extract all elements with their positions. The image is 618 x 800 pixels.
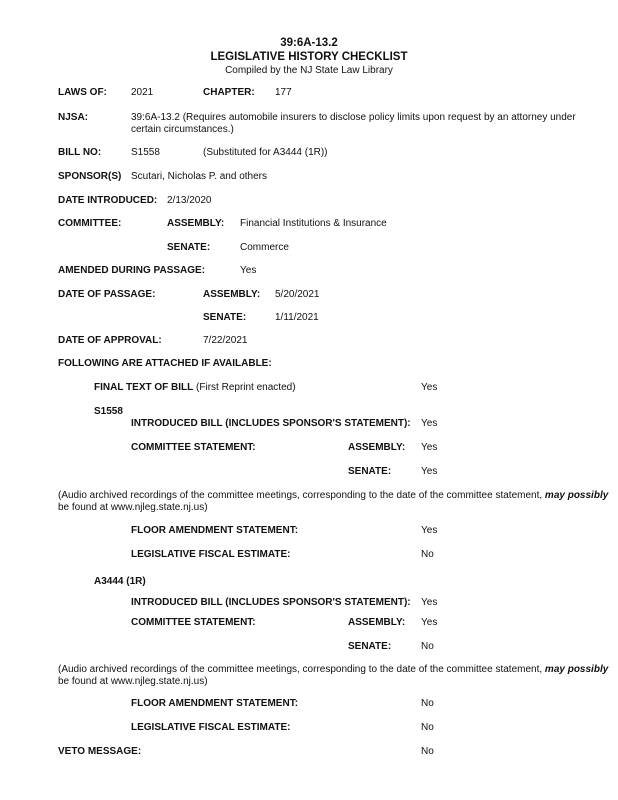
bill-no-value: S1558 [131, 147, 160, 158]
date-introduced-value: 2/13/2020 [167, 195, 212, 206]
attached-heading: FOLLOWING ARE ATTACHED IF AVAILABLE: [58, 358, 272, 369]
passage-assembly-label: ASSEMBLY: [203, 289, 261, 300]
a3444-audio-pre: (Audio archived recordings of the committee meetings, corresponding to the date of the committee statement, [58, 664, 543, 675]
final-text-value: Yes [421, 382, 438, 393]
chapter-label: CHAPTER: [203, 87, 255, 98]
s1558-floor-value: Yes [421, 525, 438, 536]
s1558-committee-label: COMMITTEE STATEMENT: [131, 442, 256, 453]
bill-no-label: BILL NO: [58, 147, 102, 158]
a3444-senate-label: SENATE: [348, 641, 392, 652]
s1558-senate-value: Yes [421, 466, 438, 477]
a3444-fiscal-value: No [421, 722, 434, 733]
a3444-senate-value: No [421, 641, 434, 652]
a3444-committee-label: COMMITTEE STATEMENT: [131, 617, 256, 628]
s1558-fiscal-value: No [421, 549, 434, 560]
a3444-introduced-label: INTRODUCED BILL (INCLUDES SPONSOR'S STATEMENT): [131, 597, 411, 608]
committee-senate-value: Commerce [240, 242, 289, 253]
committee-label: COMMITTEE: [58, 218, 122, 229]
amended-label: AMENDED DURING PASSAGE: [58, 265, 206, 276]
a3444-introduced-value: Yes [421, 597, 438, 608]
date-introduced-label: DATE INTRODUCED: [58, 195, 158, 206]
sponsors-label: SPONSOR(S) [58, 171, 122, 182]
s1558-heading: S1558 [94, 406, 123, 417]
date-of-passage-label: DATE OF PASSAGE: [58, 289, 156, 300]
chapter-value: 177 [275, 87, 292, 98]
a3444-assembly-value: Yes [421, 617, 438, 628]
s1558-floor-label: FLOOR AMENDMENT STATEMENT: [131, 525, 299, 536]
laws-of-label: LAWS OF: [58, 87, 107, 98]
a3444-audio-line2: be found at www.njleg.state.nj.us) [58, 676, 208, 687]
date-of-approval-value: 7/22/2021 [203, 335, 248, 346]
passage-senate-value: 1/11/2021 [275, 312, 319, 323]
committee-senate-label: SENATE: [167, 242, 211, 253]
final-text-label: FINAL TEXT OF BILL [94, 382, 194, 393]
laws-of-value: 2021 [131, 87, 154, 98]
final-text-note: (First Reprint enacted) [196, 382, 296, 393]
a3444-fiscal-label: LEGISLATIVE FISCAL ESTIMATE: [131, 722, 291, 733]
s1558-assembly-label: ASSEMBLY: [348, 442, 406, 453]
section-number: 39:6A-13.2 [280, 37, 338, 49]
sponsors-value: Scutari, Nicholas P. and others [131, 171, 268, 182]
document-subtitle: Compiled by the NJ State Law Library [225, 65, 393, 76]
a3444-heading: A3444 (1R) [94, 576, 146, 587]
s1558-fiscal-label: LEGISLATIVE FISCAL ESTIMATE: [131, 549, 291, 560]
document-title: LEGISLATIVE HISTORY CHECKLIST [210, 51, 408, 63]
s1558-senate-label: SENATE: [348, 466, 392, 477]
committee-assembly-label: ASSEMBLY: [167, 218, 225, 229]
s1558-introduced-label: INTRODUCED BILL (INCLUDES SPONSOR'S STATEMENT): [131, 418, 411, 429]
s1558-introduced-value: Yes [421, 418, 438, 429]
passage-assembly-value: 5/20/2021 [275, 289, 320, 300]
a3444-floor-value: No [421, 698, 434, 709]
veto-value: No [421, 746, 434, 757]
a3444-assembly-label: ASSEMBLY: [348, 617, 406, 628]
a3444-floor-label: FLOOR AMENDMENT STATEMENT: [131, 698, 299, 709]
a3444-audio-em: may possibly [544, 664, 609, 675]
final-text-row [94, 382, 296, 394]
s1558-audio-pre: (Audio archived recordings of the committee meetings, corresponding to the date of the committee statement, [58, 490, 543, 501]
committee-assembly-value: Financial Institutions & Insurance [240, 218, 387, 229]
s1558-audio-line1 [58, 490, 608, 502]
veto-label: VETO MESSAGE: [58, 746, 142, 757]
njsa-value: 39:6A-13.2 (Requires automobile insurers to disclose policy limits upon request by an attorney under certain circumstances.) [131, 112, 576, 135]
amended-value: Yes [240, 265, 257, 276]
bill-no-note: (Substituted for A3444 (1R)) [203, 147, 328, 158]
passage-senate-label: SENATE: [203, 312, 247, 323]
s1558-audio-em: may possibly [544, 490, 609, 501]
njsa-label: NJSA: [58, 112, 89, 123]
a3444-audio-line1 [58, 664, 608, 676]
s1558-audio-line2: be found at www.njleg.state.nj.us) [58, 502, 208, 513]
s1558-assembly-value: Yes [421, 442, 438, 453]
date-of-approval-label: DATE OF APPROVAL: [58, 335, 162, 346]
